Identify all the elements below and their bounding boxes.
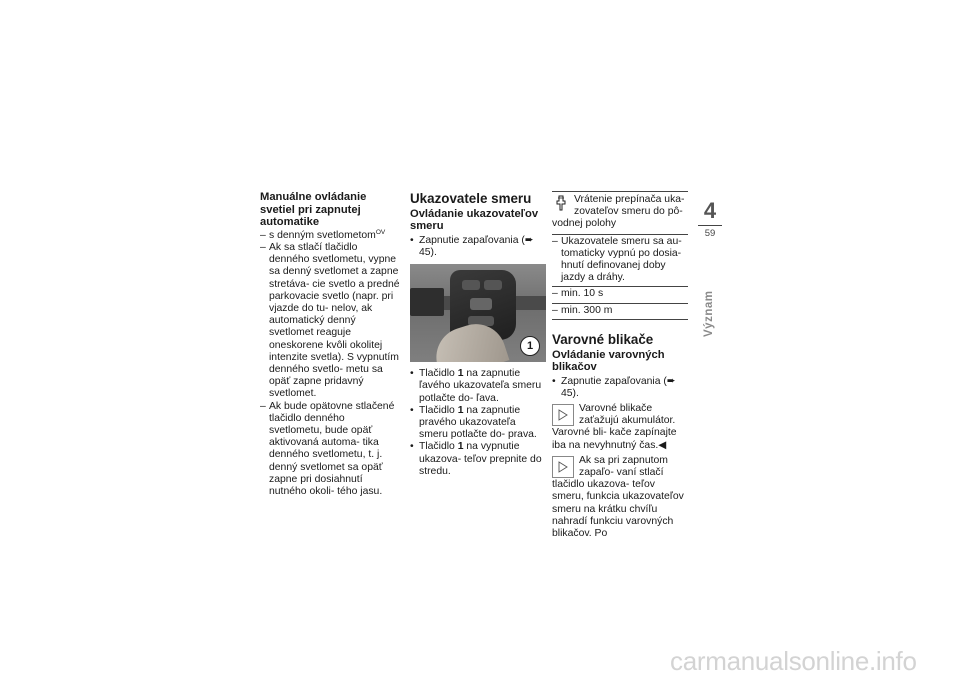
list-item: – Ak bude opätovne stlačené tlačidlo denného svetlometu, bude opäť aktivovaná automa- tika denného svetlometu, t. j. denný svetlomet sa opäť zapne pri dosiahnutí nutného okoli- tého jasu. [260, 401, 400, 499]
option-superscript: OV [375, 228, 386, 236]
section-title-hazard-lights: Varovné blikače [552, 331, 654, 347]
note-battery: Varovné blikače zaťažujú akumulátor. Varovné bli- kače zapínajte iba na nevyhnutný čas.◀ [552, 403, 677, 451]
subheading-hazard-operation: Ovládanie varovných blikačov [552, 348, 665, 374]
note-triangle-icon [552, 404, 574, 426]
handlebar-switch-photo [410, 264, 546, 362]
section-heading-manual-lights: Manuálne ovládanie svetiel pri zapnutej automatike [260, 191, 367, 229]
list-item: • Tlačidlo 1 na zapnutie ľavého ukazovateľa smeru potlačte do- ľava. [410, 368, 546, 405]
subheading-turn-signal-operation: Ovládanie ukazovateľov smeru [410, 208, 539, 233]
column-2 [410, 191, 546, 478]
list-item: – s denným svetlometom$^{OV}$ [260, 230, 400, 242]
bullet-list-steps [410, 368, 546, 478]
note-hazard-override: Ak sa pri zapnutom zapaľo- vaní stlačí tlačidlo ukazova- teľov smeru, funkcia ukazovateľov smeru na krátku chvíľu nahradí funkciu varovných blikačov. Po [552, 454, 684, 540]
note-triangle-icon [552, 456, 574, 478]
list-item: • Zapnutie zapaľovania (➨ 45). [410, 235, 546, 259]
end-marker-icon: ◀ [658, 439, 667, 451]
section-title-turn-signals: Ukazovatele smeru [410, 191, 532, 206]
bullet-list-pre [410, 235, 546, 259]
table-row: Vrátenie prepínača uka- zovateľov smeru do pô- vodnej polohy [552, 192, 688, 235]
arrow-ref-icon: ➨ [666, 375, 676, 387]
table-row: – min. 300 m [552, 304, 688, 320]
dash-list [260, 230, 400, 498]
page-number: 59 [704, 228, 716, 239]
list-item: – Ak sa stlačí tlačidlo denného svetlometu, vypne sa denný svetlomet a zapne stretáva- cie svetlo a predné parkovacie svetlo (napr. pri vjazde do tu- nelov, ak automatický denný svetlomet reaguje oneskorene kvôli okolitej intenzite svetla). S vypnutím denného svetlo- metu sa opäť zapne pridavný svetlomet. [260, 242, 400, 401]
arrow-ref-icon: ➨ [524, 234, 534, 246]
turn-signal-switch [470, 298, 492, 310]
table-row: – Ukazovatele smeru sa au- tomaticky vypnú po dosia- hnutí definovanej doby jazdy a dráhy. [552, 235, 688, 288]
bullet-list-pre [552, 376, 688, 400]
table-row: – min. 10 s [552, 287, 688, 303]
list-item: • Tlačidlo 1 na vypnutie ukazova- teľov prepnite do stredu. [410, 441, 546, 478]
chapter-label-vertical: Význam [703, 290, 715, 338]
column-1 [260, 191, 400, 498]
wrench-icon [556, 195, 570, 211]
watermark: carmanualsonline.info [670, 646, 917, 676]
chapter-number: 4 [703, 198, 717, 223]
divider [698, 225, 722, 226]
list-item: • Tlačidlo 1 na zapnutie pravého ukazovateľa smeru potlačte do- prava. [410, 405, 546, 442]
chapter-marker [698, 199, 722, 239]
figure-callout-label: 1 [520, 336, 540, 356]
column-3 [552, 191, 688, 540]
info-table [552, 191, 688, 320]
list-item: • Zapnutie zapaľovania (➨ 45). [552, 376, 688, 400]
